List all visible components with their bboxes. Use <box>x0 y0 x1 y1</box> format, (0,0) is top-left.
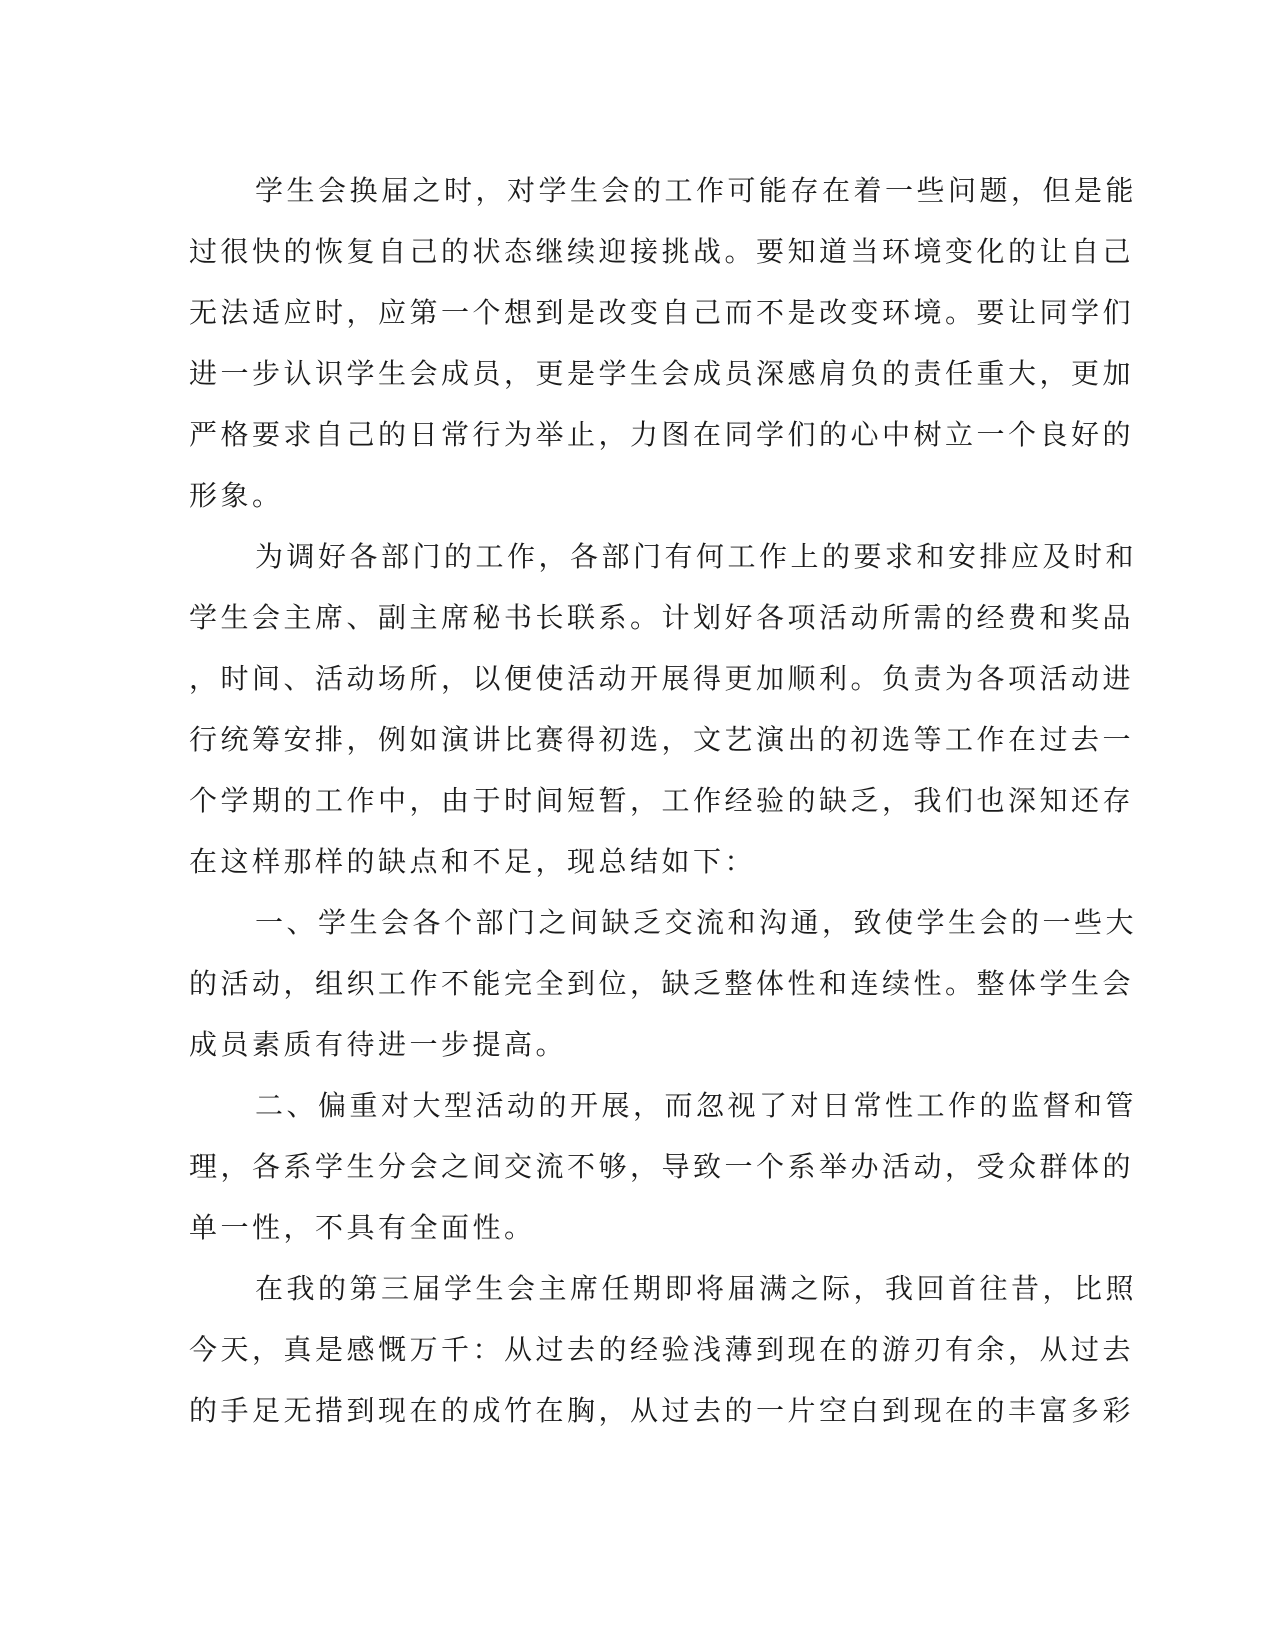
text-line: ，时间、活动场所，以便使活动开展得更加顺利。负责为各项活动进 <box>189 662 1135 695</box>
text-line: 过很快的恢复自己的状态继续迎接挑战。要知道当环境变化的让自己 <box>189 235 1135 268</box>
paragraph-term-reflection <box>189 1258 1138 1441</box>
text-line: 严格要求自己的日常行为举止，力图在同学们的心中树立一个良好的 <box>189 418 1135 451</box>
text-line: 单一性，不具有全面性。 <box>189 1211 536 1244</box>
text-line: 成员素质有待进一步提高。 <box>189 1028 568 1061</box>
text-line: 形象。 <box>189 479 284 512</box>
text-line: 的活动，组织工作不能完全到位，缺乏整体性和连续性。整体学生会 <box>189 967 1135 1000</box>
text-line: 学生会主席、副主席秘书长联系。计划好各项活动所需的经费和奖品 <box>189 601 1135 634</box>
text-line: 学生会换届之时，对学生会的工作可能存在着一些问题，但是能 <box>255 174 1138 207</box>
text-line: 个学期的工作中，由于时间短暂，工作经验的缺乏，我们也深知还存 <box>189 784 1135 817</box>
text-line: 今天，真是感慨万千：从过去的经验浅薄到现在的游刃有余，从过去 <box>189 1333 1135 1366</box>
paragraph-student-union-transition <box>189 160 1138 526</box>
text-line: 理，各系学生分会之间交流不够，导致一个系举办活动，受众群体的 <box>189 1150 1135 1183</box>
text-line: 进一步认识学生会成员，更是学生会成员深感肩负的责任重大，更加 <box>189 357 1135 390</box>
text-line: 一、学生会各个部门之间缺乏交流和沟通，致使学生会的一些大 <box>255 906 1138 939</box>
text-line: 在这样那样的缺点和不足，现总结如下： <box>189 845 757 878</box>
text-line: 二、偏重对大型活动的开展，而忽视了对日常性工作的监督和管 <box>255 1089 1138 1122</box>
paragraph-shortcoming-one <box>189 892 1138 1075</box>
paragraph-shortcoming-two <box>189 1075 1138 1258</box>
paragraph-department-coordination <box>189 526 1138 892</box>
document-body <box>189 160 1138 1441</box>
text-line: 无法适应时，应第一个想到是改变自己而不是改变环境。要让同学们 <box>189 296 1135 329</box>
text-line: 的手足无措到现在的成竹在胸，从过去的一片空白到现在的丰富多彩 <box>189 1394 1135 1427</box>
text-line: 为调好各部门的工作，各部门有何工作上的要求和安排应及时和 <box>255 540 1138 573</box>
text-line: 行统筹安排，例如演讲比赛得初选，文艺演出的初选等工作在过去一 <box>189 723 1135 756</box>
text-line: 在我的第三届学生会主席任期即将届满之际，我回首往昔，比照 <box>255 1272 1138 1305</box>
